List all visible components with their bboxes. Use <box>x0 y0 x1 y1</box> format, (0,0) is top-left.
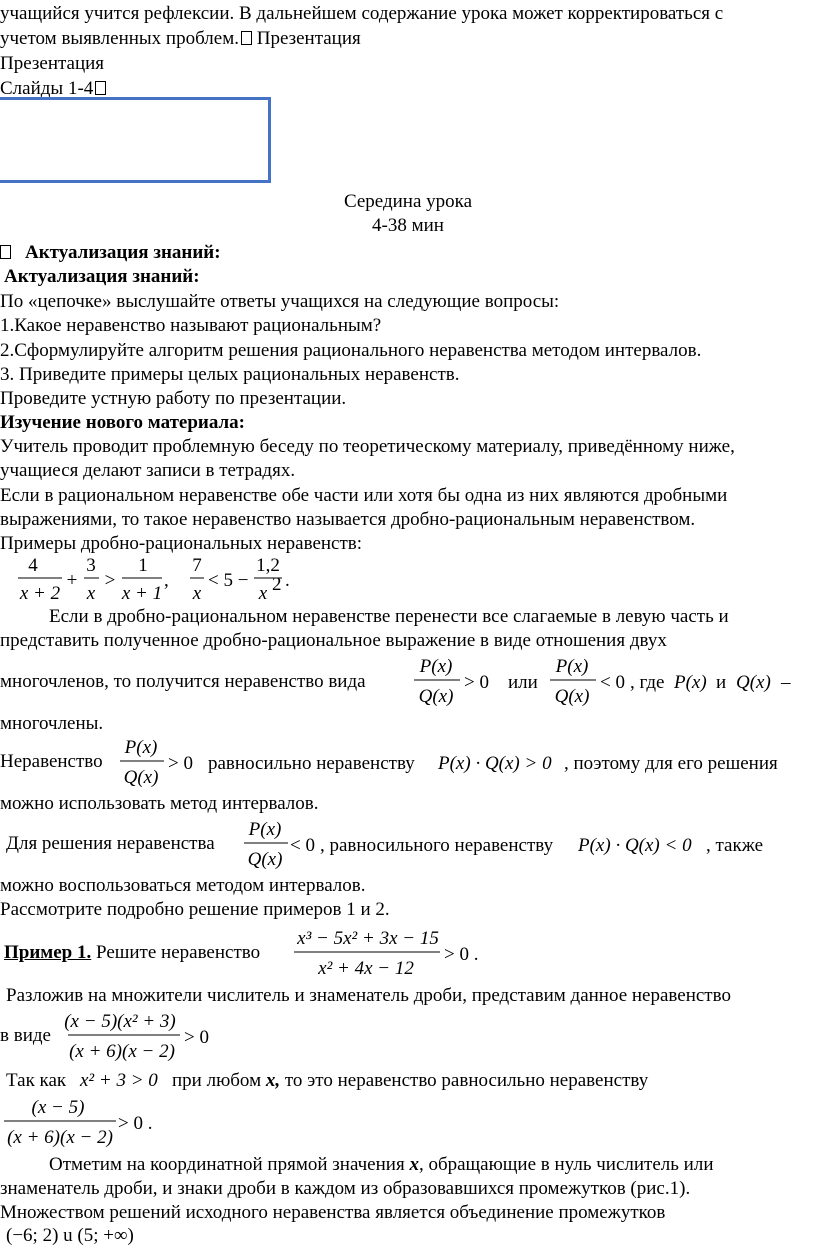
relation: < 0 <box>600 672 625 693</box>
variable: x <box>409 1154 419 1175</box>
fraction-numerator: (x − 5)(x² + 3) <box>64 1011 176 1032</box>
text-fragment: учетом выявленных проблем. <box>0 28 239 49</box>
relation: > 0 . <box>444 944 479 965</box>
missing-glyph-icon <box>0 245 11 259</box>
fraction-numerator: (x − 5) <box>31 1097 85 1118</box>
text-line: Для решения неравенства <box>6 833 215 854</box>
fraction-numerator: 7 <box>192 555 202 576</box>
text-line: многочленов, то получится неравенство вида <box>0 671 366 692</box>
connector-word: , где <box>630 672 665 693</box>
fraction-denominator: Q(x) <box>554 686 590 707</box>
fraction-denominator: (x + 6)(x − 2) <box>7 1127 113 1148</box>
fraction-denominator: x + 2 <box>19 583 61 604</box>
math-term: Q(x) <box>736 672 771 693</box>
fraction-numerator: 4 <box>28 555 38 576</box>
text-line: выражениями, то такое неравенство называется дробно-рациональным неравенством. <box>0 509 696 530</box>
connector-word: , также <box>706 835 764 856</box>
section-title: Середина урока <box>343 191 473 212</box>
example-label: Пример 1. <box>4 942 92 963</box>
connector-word: равносильно неравенству <box>208 753 415 774</box>
formula-inline <box>76 1060 186 1090</box>
text-line: 3. Приведите примеры целых рациональных неравенств. <box>0 364 460 385</box>
formula-inline <box>240 815 816 873</box>
text-line <box>0 27 361 51</box>
text-fragment: Презентация <box>256 28 361 49</box>
math-term: x² + 3 > 0 <box>80 1070 158 1091</box>
text-line: Так как <box>6 1070 67 1091</box>
text-line: 1.Какое неравенство называют рациональным? <box>0 315 382 336</box>
heading: Актуализация знаний: <box>4 266 200 287</box>
empty-frame-box <box>0 97 271 183</box>
text-line: Учитель проводит проблемную беседу по теоретическому материалу, приведённому ниже, <box>0 436 735 457</box>
text-line: Презентация <box>0 53 105 74</box>
fraction-denominator: x <box>258 583 268 604</box>
text-fragment: Решите неравенство <box>96 942 261 963</box>
text-line: Неравенство <box>0 751 103 772</box>
text-line: учащийся учится рефлексии. В дальнейшем содержание урока может корректироваться с <box>0 3 724 24</box>
text-fragment: Слайды 1-4 <box>0 78 94 99</box>
text-line: Рассмотрите подробно решение примеров 1 и 2. <box>0 899 390 920</box>
variable: x, <box>265 1070 281 1091</box>
text-line: По «цепочке» выслушайте ответы учащихся на следующие вопросы: <box>0 291 560 312</box>
fraction-denominator: Q(x) <box>418 686 454 707</box>
heading-text: Актуализация знаний: <box>25 242 221 263</box>
text-line: можно использовать метод интервалов. <box>0 793 319 814</box>
formula-examples <box>0 553 320 603</box>
text-line: Проведите устную работу по презентации. <box>0 388 347 409</box>
text-line: Множеством решений исходного неравенства является объединение промежутков <box>0 1202 666 1223</box>
text-line <box>172 1069 648 1093</box>
text-line: учащиеся делают записи в тетрадях. <box>0 460 296 481</box>
comma: , <box>164 570 169 591</box>
fraction-denominator: x <box>192 583 202 604</box>
formula-inline <box>112 733 816 791</box>
relation: > 0 <box>168 753 193 774</box>
text-fragment: при любом <box>172 1070 262 1091</box>
heading <box>0 241 221 265</box>
connector-word: или <box>508 672 538 693</box>
relation: < 5 − <box>208 570 249 591</box>
heading: Изучение нового материала: <box>0 412 246 433</box>
text-line: многочлены. <box>0 713 104 734</box>
fraction-numerator: 1,2 <box>256 555 280 576</box>
text-line: можно воспользоваться методом интервалов. <box>0 875 366 896</box>
formula-equivalent <box>0 1093 180 1151</box>
text-fragment: то это неравенство равносильно неравенству <box>284 1070 649 1091</box>
fraction-denominator: Q(x) <box>247 849 283 870</box>
text-line: 2.Сформулируйте алгоритм решения рационального неравенства методом интервалов. <box>0 340 702 361</box>
solution-set: (−6; 2) u (5; +∞) <box>6 1225 134 1246</box>
missing-glyph-icon <box>241 31 252 45</box>
fraction-numerator: 3 <box>86 555 96 576</box>
fraction-denominator: x² + 4x − 12 <box>318 958 414 979</box>
fraction-denominator: x <box>86 583 96 604</box>
math-term: P(x) · Q(x) > 0 <box>438 753 552 774</box>
connector-word: , равносильного неравенству <box>320 835 554 856</box>
text-line: в виде <box>0 1025 51 1046</box>
relation: > 0 . <box>118 1113 153 1134</box>
text-line: Если в рациональном неравенстве обе части или хотя бы одна из них являются дробными <box>0 485 728 506</box>
text-line: Если в дробно-рациональном неравенстве перенести все слагаемые в левую часть и <box>49 606 729 627</box>
relation: < 0 <box>290 835 315 856</box>
fraction-denominator: (x + 6)(x − 2) <box>69 1041 175 1062</box>
text-line <box>4 941 260 965</box>
fraction-numerator: 1 <box>138 555 148 576</box>
dash: – <box>781 672 791 693</box>
missing-glyph-icon <box>95 81 106 95</box>
text-line: Разложив на множители числитель и знаменатель дроби, представим данное неравенство <box>6 985 731 1006</box>
relation: > 0 <box>184 1027 209 1048</box>
fraction-numerator: P(x) <box>419 656 453 677</box>
text-line: знаменатель дроби, и знаки дроби в каждом из образовавшихся промежутков (рис.1). <box>0 1178 691 1199</box>
fraction-denominator: x + 1 <box>121 583 163 604</box>
fraction-numerator: P(x) <box>248 819 282 840</box>
fraction-numerator: P(x) <box>124 737 158 758</box>
text-line <box>49 1153 713 1177</box>
plus-sign: + <box>66 570 78 591</box>
section-time: 4-38 мин <box>372 215 444 236</box>
math-term: P(x) · Q(x) < 0 <box>578 835 692 856</box>
exponent: 2 <box>272 574 282 595</box>
fraction-denominator: Q(x) <box>123 767 159 788</box>
formula-factored <box>58 1007 238 1065</box>
relation: > 0 <box>464 672 489 693</box>
text-line: Примеры дробно-рациональных неравенств: <box>0 533 363 554</box>
gt-sign: > <box>104 570 116 591</box>
text-line: представить полученное дробно-рациональное выражение в виде отношения двух <box>0 630 667 651</box>
fraction-numerator: x³ − 5x² + 3x − 15 <box>297 928 439 949</box>
period: . <box>285 570 290 591</box>
connector-word: и <box>716 672 727 693</box>
text-fragment: Отметим на координатной прямой значения <box>49 1154 405 1175</box>
text-fragment: , обращающие в нуль числитель или <box>418 1154 714 1175</box>
connector-word: , поэтому для его решения <box>564 753 778 774</box>
fraction-numerator: P(x) <box>555 656 589 677</box>
math-term: P(x) <box>674 672 707 693</box>
formula-example1 <box>290 924 510 982</box>
formula-inline <box>410 652 816 712</box>
